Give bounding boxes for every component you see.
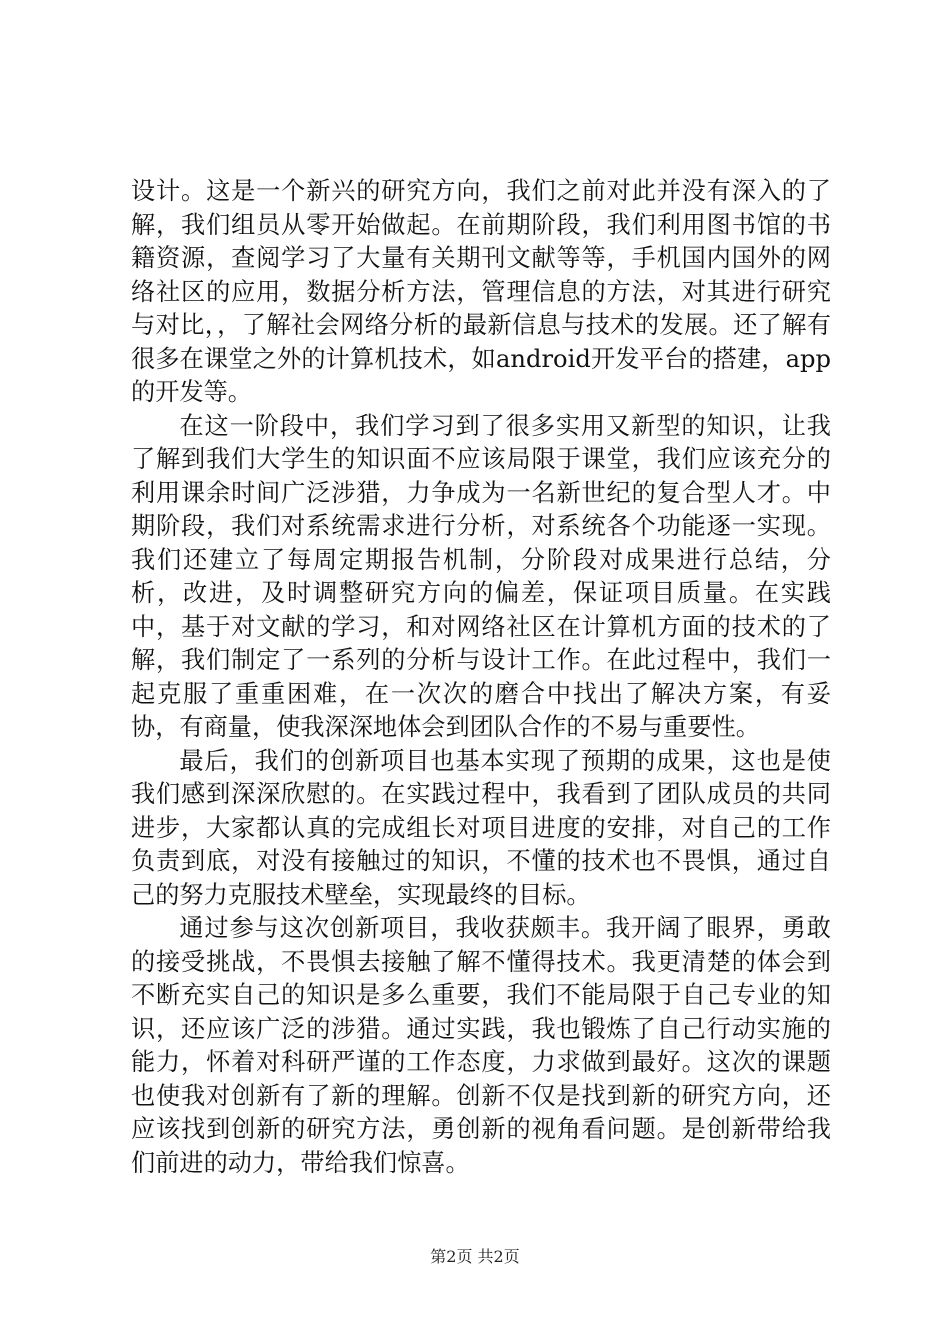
body-text — [131, 175, 831, 1180]
paragraph: 最后，我们的创新项目也基本实现了预期的成果，这也是使我们感到深深欣慰的。在实践过程中，我看到了团队成员的共同进步，大家都认真的完成组长对项目进度的安排，对自己的工作负责到底，对没有接触过的知识，不懂的技术也不畏惧，通过自己的努力克服技术壁垒，实现最终的目标。 — [131, 746, 831, 909]
paragraph-continued: 设计。这是一个新兴的研究方向，我们之前对此并没有深入的了解，我们组员从零开始做起。在前期阶段，我们利用图书馆的书籍资源，查阅学习了大量有关期刊文献等等，手机国内国外的网络社区的应用，数据分析方法，管理信息的方法，对其进行研究与对比，，了解社会网络分析的最新信息与技术的发展。还了解有很多在课堂之外的计算机技术，如android开发平台的搭建，app的开发等。 — [131, 177, 831, 406]
paragraph: 在这一阶段中，我们学习到了很多实用又新型的知识，让我了解到我们大学生的知识面不应该局限于课堂，我们应该充分的利用课余时间广泛涉猎，力争成为一名新世纪的复合型人才。中期阶段，我们对系统需求进行分析，对系统各个功能逐一实现。我们还建立了每周定期报告机制，分阶段对成果进行总结，分析，改进，及时调整研究方向的偏差，保证项目质量。在实践中，基于对文献的学习，和对网络社区在计算机方面的技术的了解，我们制定了一系列的分析与设计工作。在此过程中，我们一起克服了重重困难，在一次次的磨合中找出了解决方案，有妥协，有商量，使我深深地体会到团队合作的不易与重要性。 — [131, 411, 831, 741]
page-footer: 第2页 共2页 — [430, 1247, 520, 1266]
paragraph: 通过参与这次创新项目，我收获颇丰。我开阔了眼界，勇敢的接受挑战，不畏惧去接触了解不懂得技术。我更清楚的体会到不断充实自己的知识是多么重要，我们不能局限于自己专业的知识，还应该广泛的涉猎。通过实践，我也锻炼了自己行动实施的能力，怀着对科研严谨的工作态度，力求做到最好。这次的课题也使我对创新有了新的理解。创新不仅是找到新的研究方向，还应该找到创新的研究方法，勇创新的视角看问题。是创新带给我们前进的动力，带给我们惊喜。 — [131, 914, 831, 1177]
